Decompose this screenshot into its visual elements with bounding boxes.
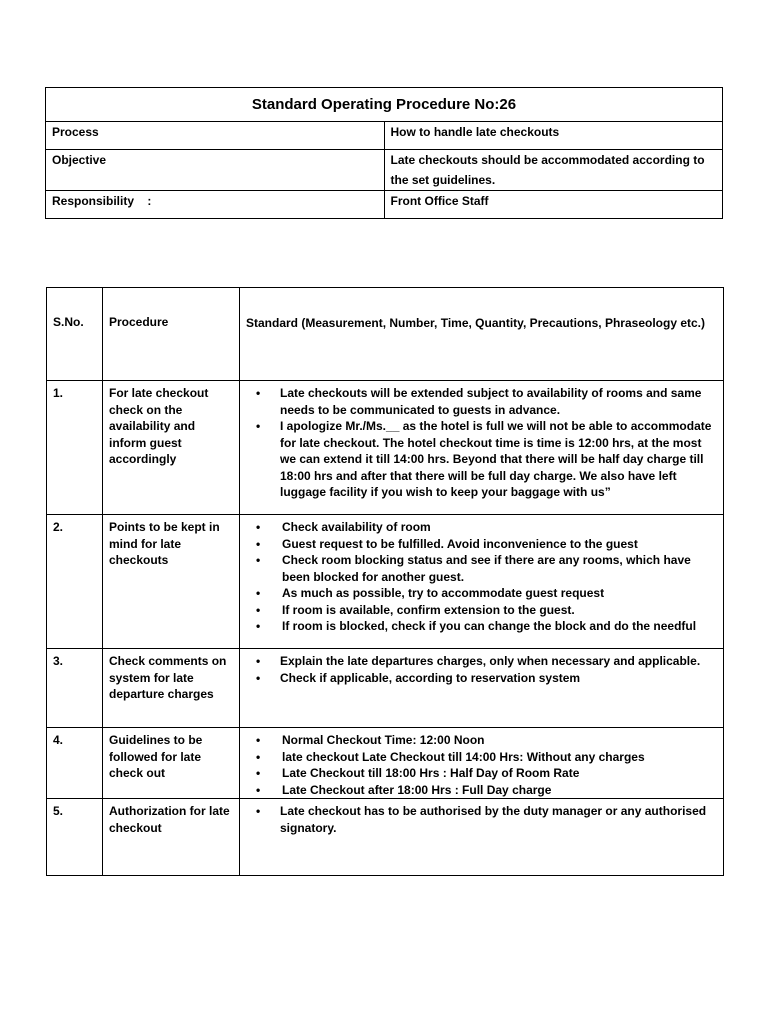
list-item: • Normal Checkout Time: 12:00 Noon [280,732,718,749]
list-item: • Guest request to be fulfilled. Avoid inconvenience to the guest [280,536,718,553]
process-value: How to handle late checkouts [384,122,723,150]
procedure-cell: Check comments on system for late departure charges [103,649,240,728]
list-item: • Late checkout has to be authorised by the duty manager or any authorised signatory. [280,803,718,836]
table-row [47,515,724,649]
list-item: • Check if applicable, according to reservation system [280,670,718,687]
standard-cell [240,649,724,728]
list-item: • I apologize Mr./Ms.__ as the hotel is full we will not be able to accommodate for late checkout. The hotel checkout time is time is 12:00 hrs, at the most we can extend it till 14:00 hrs. Beyond that there will be half day charge till 18:00 hrs and after that there will be full day charge. We also have left luggage facility if you wish to keep your baggage with us” [280,418,718,501]
list-item: • If room is available, confirm extension to the guest. [280,602,718,619]
table-row [47,381,724,515]
list-item: • Late Checkout till 18:00 Hrs : Half Day of Room Rate [280,765,718,782]
list-item: • Late checkouts will be extended subject to availability of rooms and same needs to be communicated to guests in advance. [280,385,718,418]
sno-cell: 5. [47,799,103,876]
standard-cell [240,799,724,876]
procedure-table [46,287,724,876]
standard-cell [240,515,724,649]
objective-value: Late checkouts should be accommodated according to the set guidelines. [384,150,723,191]
procedure-cell: Points to be kept in mind for late checkouts [103,515,240,649]
procedure-cell: For late checkout check on the availability and inform guest accordingly [103,381,240,515]
procedure-table-header [47,288,724,381]
list-item: • Check room blocking status and see if there are any rooms, which have been blocked for another guest. [280,552,718,585]
table-row [47,728,724,799]
procedure-cell: Guidelines to be followed for late check out [103,728,240,799]
standard-list [246,385,718,501]
sno-header: S.No. [47,288,103,381]
list-item: • If room is blocked, check if you can change the block and do the needful [280,618,718,635]
standard-cell [240,728,724,799]
procedure-header: Procedure [103,288,240,381]
sno-cell: 3. [47,649,103,728]
list-item: • Late Checkout after 18:00 Hrs : Full Day charge [280,782,718,799]
sno-cell: 2. [47,515,103,649]
sop-header-table [45,87,723,219]
page-title: Standard Operating Procedure No:26 [46,88,723,122]
responsibility-label: Responsibility : [46,191,385,219]
list-item: • late checkout Late Checkout till 14:00 Hrs: Without any charges [280,749,718,766]
standard-header: Standard (Measurement, Number, Time, Quantity, Precautions, Phraseology etc.) [240,288,724,381]
standard-list [246,519,718,635]
sno-cell: 4. [47,728,103,799]
sop-row-process [46,122,723,150]
sop-row-responsibility [46,191,723,219]
standard-cell [240,381,724,515]
sno-cell: 1. [47,381,103,515]
responsibility-value: Front Office Staff [384,191,723,219]
procedure-cell: Authorization for late checkout [103,799,240,876]
objective-label: Objective [46,150,385,191]
table-row [47,799,724,876]
standard-list [246,803,718,836]
list-item: • As much as possible, try to accommodate guest request [280,585,718,602]
list-item: • Check availability of room [280,519,718,536]
list-item: • Explain the late departures charges, only when necessary and applicable. [280,653,718,670]
table-row [47,649,724,728]
process-label: Process [46,122,385,150]
standard-list [246,732,718,798]
standard-list [246,653,718,686]
sop-row-objective [46,150,723,191]
